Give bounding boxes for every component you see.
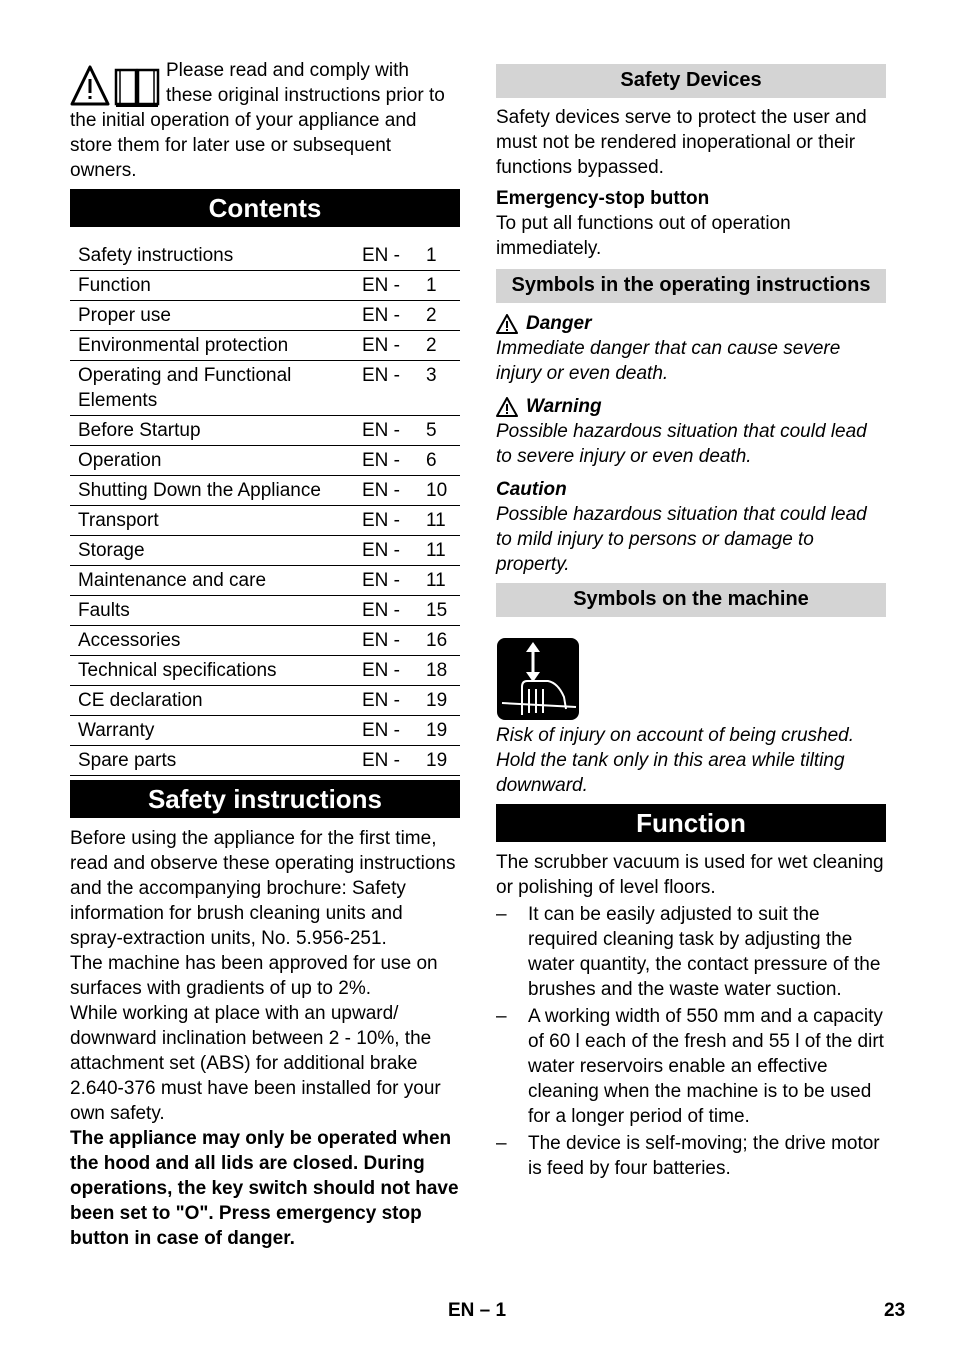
toc-page: 6 (426, 446, 460, 476)
contents-heading: Contents (70, 189, 460, 227)
toc-row (70, 301, 460, 331)
toc-row (70, 476, 460, 506)
toc-page: 18 (426, 656, 460, 686)
safety-paragraph-1: Before using the appliance for the first time, read and observe these operating instructions and the accompanying brochure: Safety information for brush cleaning units and spray-extraction units, No. 5.956-251. (70, 828, 456, 949)
right-column (496, 64, 886, 1183)
left-column (70, 58, 460, 1251)
toc-row (70, 331, 460, 361)
toc-row (70, 241, 460, 271)
toc-lang: EN - (362, 536, 426, 566)
safety-paragraph-2: The machine has been approved for use on surfaces with gradients of up to 2%. (70, 953, 438, 999)
toc-title: Operating and Functional Elements (70, 361, 362, 416)
toc-title: Transport (70, 506, 362, 536)
toc-page: 1 (426, 241, 460, 271)
toc-lang: EN - (362, 506, 426, 536)
caution-text: Possible hazardous situation that could lead to mild injury to persons or damage to property. (496, 504, 867, 575)
dash-marker: – (496, 1133, 507, 1154)
toc-row (70, 746, 460, 776)
list-item-text: The device is self-moving; the drive motor is feed by four batteries. (528, 1133, 880, 1179)
warning-read-manual-icon (70, 64, 162, 108)
toc-lang: EN - (362, 626, 426, 656)
toc-row (70, 416, 460, 446)
toc-row (70, 626, 460, 656)
intro-text: Please read and comply with these original instructions prior to the initial operation of your appliance and store them for later use or subsequent owners. (70, 60, 445, 181)
emergency-stop-text: To put all functions out of operation immediately. (496, 213, 791, 259)
toc-title: Function (70, 271, 362, 301)
warning-triangle-icon (496, 314, 518, 334)
toc-page: 11 (426, 506, 460, 536)
toc-row (70, 446, 460, 476)
list-item (496, 1004, 886, 1129)
toc-title: Proper use (70, 301, 362, 331)
toc-row (70, 566, 460, 596)
toc-page: 2 (426, 301, 460, 331)
symbols-machine-heading: Symbols on the machine (496, 583, 886, 617)
contents-table (70, 241, 460, 776)
toc-title: Environmental protection (70, 331, 362, 361)
toc-row (70, 656, 460, 686)
toc-title: Warranty (70, 716, 362, 746)
function-heading: Function (496, 804, 886, 842)
safety-paragraph-3: While working at place with an upward/ downward inclination between 2 - 10%, the attachment set (ABS) for additional brake 2.640-376 must have been installed for your own safety. (70, 1003, 441, 1124)
list-item (496, 1131, 886, 1181)
danger-label: Danger (526, 313, 592, 334)
toc-lang: EN - (362, 716, 426, 746)
toc-lang: EN - (362, 416, 426, 446)
toc-page: 2 (426, 331, 460, 361)
toc-title: Operation (70, 446, 362, 476)
dash-marker: – (496, 1006, 507, 1027)
toc-page: 1 (426, 271, 460, 301)
toc-lang: EN - (362, 686, 426, 716)
dash-marker: – (496, 904, 507, 925)
toc-page: 19 (426, 746, 460, 776)
toc-title: Spare parts (70, 746, 362, 776)
toc-title: Storage (70, 536, 362, 566)
toc-lang: EN - (362, 301, 426, 331)
warning-triangle-icon (496, 397, 518, 417)
crush-hazard-text: Risk of injury on account of being crushed. Hold the tank only in this area while tilting downward. (496, 725, 855, 796)
toc-page: 19 (426, 716, 460, 746)
symbols-instructions-heading: Symbols in the operating instructions (496, 269, 886, 303)
safety-instructions-heading: Safety instructions (70, 780, 460, 818)
safety-instructions-body (70, 826, 460, 1251)
safety-devices-heading: Safety Devices (496, 64, 886, 98)
toc-page: 3 (426, 361, 460, 416)
toc-page: 16 (426, 626, 460, 656)
toc-title: Accessories (70, 626, 362, 656)
toc-row (70, 596, 460, 626)
crush-hazard-icon (496, 637, 580, 721)
function-list (496, 902, 886, 1181)
toc-title: Before Startup (70, 416, 362, 446)
toc-title: Maintenance and care (70, 566, 362, 596)
toc-lang: EN - (362, 596, 426, 626)
toc-row (70, 361, 460, 416)
safety-devices-text: Safety devices serve to protect the user and must not be rendered inoperational or their functions bypassed. (496, 107, 867, 178)
toc-row (70, 271, 460, 301)
toc-page: 10 (426, 476, 460, 506)
danger-heading (496, 311, 886, 336)
toc-lang: EN - (362, 241, 426, 271)
toc-lang: EN - (362, 361, 426, 416)
warning-heading (496, 394, 886, 419)
toc-title: Shutting Down the Appliance (70, 476, 362, 506)
toc-title: Safety instructions (70, 241, 362, 271)
emergency-stop-heading: Emergency-stop button (496, 188, 710, 209)
danger-text: Immediate danger that can cause severe injury or even death. (496, 338, 841, 384)
footer-lang-page: EN – 1 (448, 1300, 507, 1321)
toc-lang: EN - (362, 271, 426, 301)
toc-page: 11 (426, 536, 460, 566)
toc-title: Faults (70, 596, 362, 626)
toc-row (70, 506, 460, 536)
list-item (496, 902, 886, 1002)
list-item-text: A working width of 550 mm and a capacity of 60 l each of the fresh and 55 l of the dirt water reservoirs enable an effective cleaning when the machine is to be used for a longer period of time. (528, 1006, 884, 1127)
intro-block (70, 58, 460, 183)
caution-label: Caution (496, 479, 567, 500)
toc-page: 15 (426, 596, 460, 626)
toc-lang: EN - (362, 566, 426, 596)
function-intro: The scrubber vacuum is used for wet cleaning or polishing of level floors. (496, 852, 884, 898)
toc-lang: EN - (362, 446, 426, 476)
toc-row (70, 686, 460, 716)
toc-lang: EN - (362, 476, 426, 506)
toc-title: Technical specifications (70, 656, 362, 686)
caution-heading (496, 477, 886, 502)
safety-paragraph-4: The appliance may only be operated when the hood and all lids are closed. During operations, the key switch should not have been set to "O". Press emergency stop button in case of danger. (70, 1128, 459, 1249)
toc-lang: EN - (362, 656, 426, 686)
warning-label: Warning (526, 396, 602, 417)
toc-title: CE declaration (70, 686, 362, 716)
toc-row (70, 536, 460, 566)
toc-lang: EN - (362, 746, 426, 776)
toc-page: 19 (426, 686, 460, 716)
toc-lang: EN - (362, 331, 426, 361)
list-item-text: It can be easily adjusted to suit the required cleaning task by adjusting the water quantity, the contact pressure of the brushes and the waste water suction. (528, 904, 881, 1000)
toc-page: 11 (426, 566, 460, 596)
toc-row (70, 716, 460, 746)
toc-page: 5 (426, 416, 460, 446)
footer-page-number: 23 (884, 1300, 906, 1321)
warning-text: Possible hazardous situation that could lead to severe injury or even death. (496, 421, 867, 467)
